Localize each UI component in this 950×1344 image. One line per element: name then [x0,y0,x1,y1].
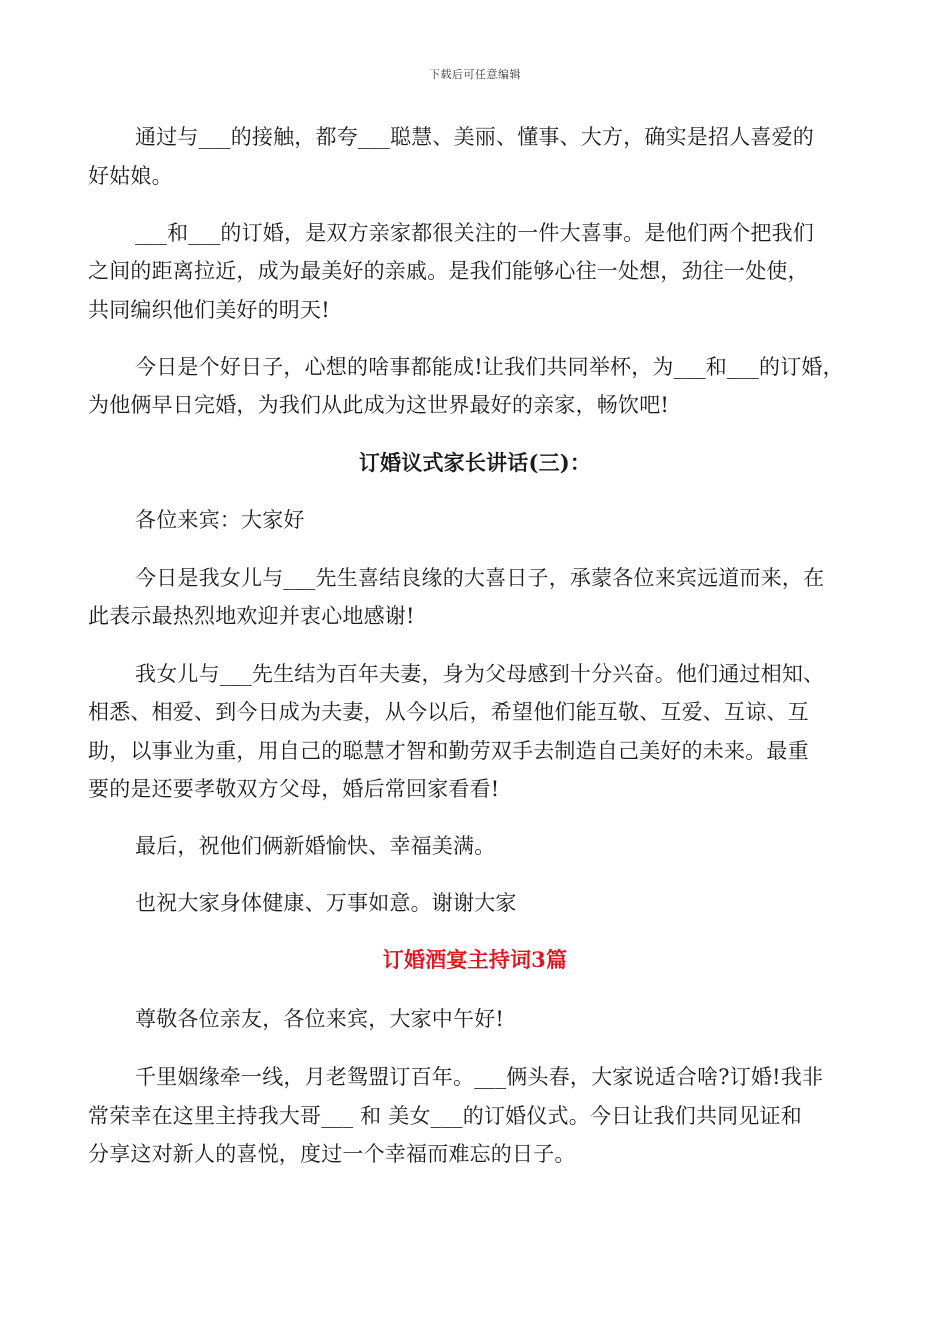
paragraph-line: 今日是我女儿与___先生喜结良缘的大喜日子，承蒙各位来宾远道而来，在 [135,566,825,590]
paragraph-line: 千里姻缘牵一线，月老鸳盟订百年。___俩头春，大家说适合啥?订婚!我非 [135,1065,824,1089]
paragraph-line: 尊敬各位亲友，各位来宾，大家中午好! [135,1007,505,1031]
paragraph-line: 最后，祝他们俩新婚愉快、幸福美满。 [135,834,496,858]
paragraph-line: 好姑娘。 [88,164,173,188]
paragraph-line: 之间的距离拉近，成为最美好的亲戚。是我们能够心往一处想，劲往一处使， [88,259,809,283]
paragraph-line: 要的是还要孝敬双方父母，婚后常回家看看! [88,777,500,801]
paragraph-line: 常荣幸在这里主持我大哥___ 和 美女___的订婚仪式。今日让我们共同见证和 [88,1104,802,1128]
paragraph-line: 相悉、相爱、到今日成为夫妻，从今以后，希望他们能互敬、互爱、互谅、互 [88,700,809,724]
paragraph-line: 各位来宾：大家好 [135,508,305,532]
paragraph-line: 共同编织他们美好的明天! [88,298,330,322]
paragraph-line: 通过与___的接触，都夸___聪慧、美丽、懂事、大方，确实是招人喜爱的 [135,125,814,149]
paragraph-line: 为他俩早日完婚，为我们从此成为这世界最好的亲家，畅饮吧! [88,393,670,417]
paragraph-line: 也祝大家身体健康、万事如意。谢谢大家 [135,891,517,915]
paragraph-line: 助，以事业为重，用自己的聪慧才智和勤劳双手去制造自己美好的未来。最重 [88,739,809,763]
paragraph-line: 今日是个好日子，心想的啥事都能成!让我们共同举杯，为___和___的订婚， [135,355,844,379]
section-heading-red: 订婚酒宴主持词3篇 [382,947,568,972]
paragraph-line: 我女儿与___先生结为百年夫妻，身为父母感到十分兴奋。他们通过相知、 [135,662,825,686]
paragraph-line: ___和___的订婚，是双方亲家都很关注的一件大喜事。是他们两个把我们 [135,221,814,245]
page-header: 下载后可任意编辑 [429,68,521,81]
paragraph-line: 此表示最热烈地欢迎并衷心地感谢! [88,604,415,628]
section-heading: 订婚议式家长讲话(三)： [358,450,592,475]
paragraph-line: 分享这对新人的喜悦，度过一个幸福而难忘的日子。 [88,1142,576,1166]
